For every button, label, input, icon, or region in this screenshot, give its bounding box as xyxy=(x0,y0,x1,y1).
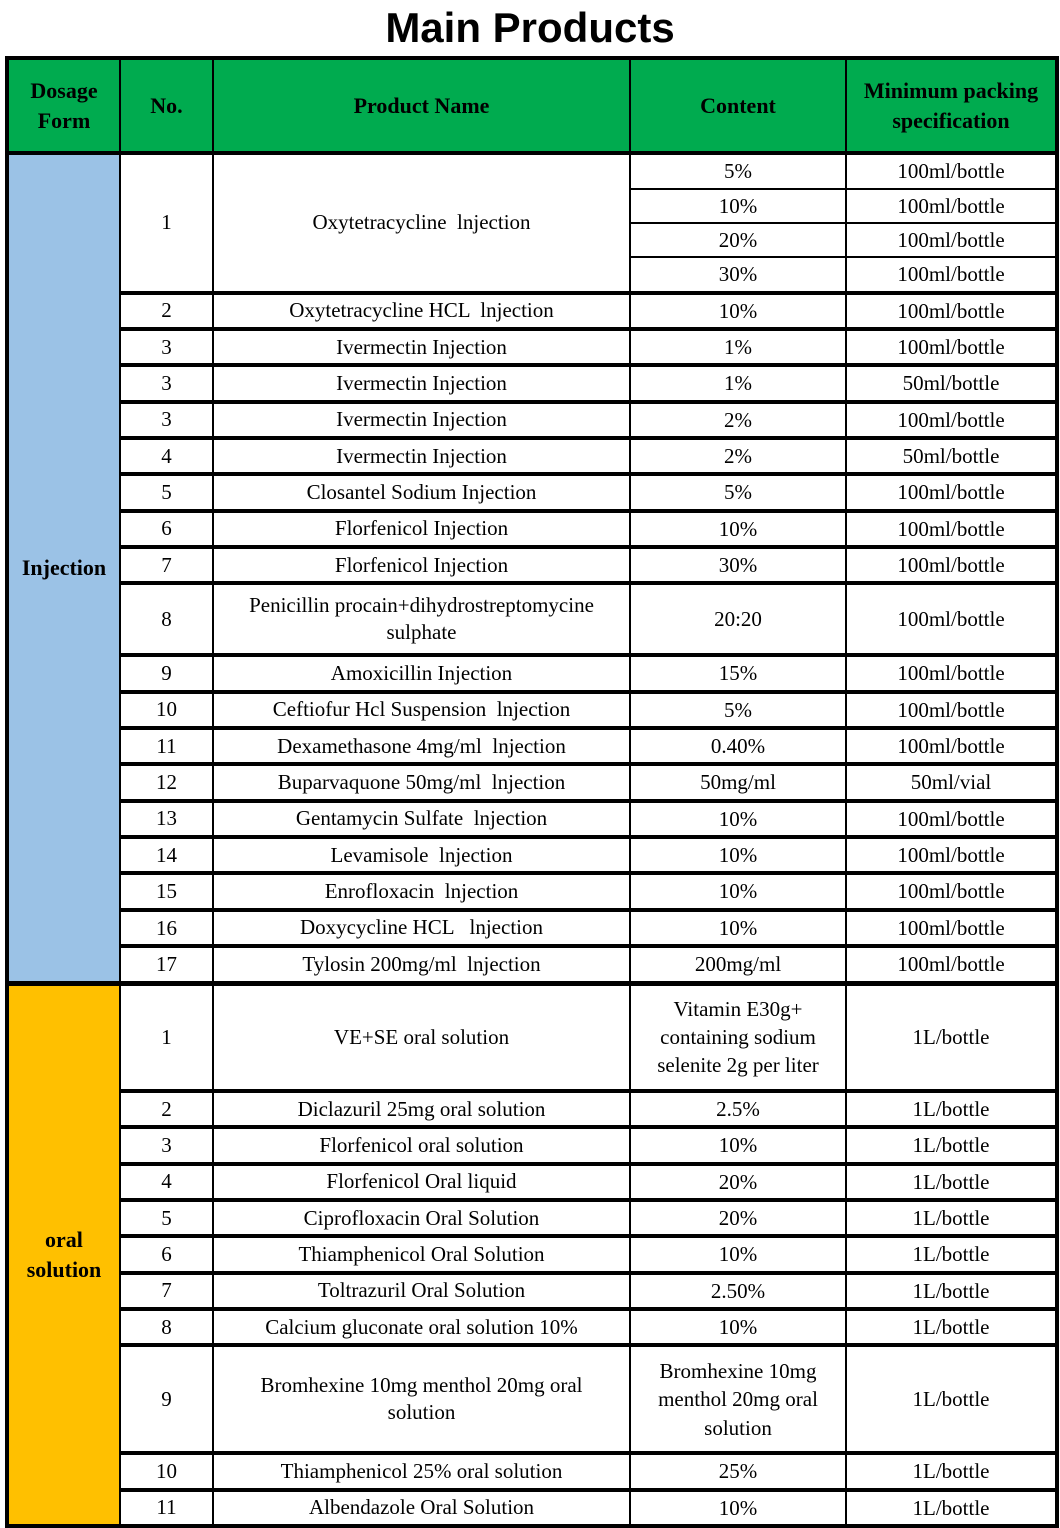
product-name-cell: Albendazole Oral Solution xyxy=(213,1490,630,1526)
table-row xyxy=(7,692,1057,728)
table-row xyxy=(7,983,1057,1091)
header-cell-content: Content xyxy=(630,58,846,153)
products-table xyxy=(5,56,1059,1528)
packing-cell: 50ml/bottle xyxy=(846,438,1057,474)
header-row xyxy=(7,58,1057,153)
content-cell: 2.50% xyxy=(630,1273,846,1309)
packing-cell: 100ml/bottle xyxy=(846,910,1057,946)
content-cell: 20:20 xyxy=(630,583,846,655)
product-no-cell: 7 xyxy=(120,1273,213,1309)
product-no-cell: 2 xyxy=(120,293,213,329)
product-no-cell: 6 xyxy=(120,511,213,547)
product-no-cell: 14 xyxy=(120,837,213,873)
packing-cell: 100ml/bottle xyxy=(846,153,1057,188)
product-name-cell: Thiamphenicol Oral Solution xyxy=(213,1236,630,1272)
table-row xyxy=(7,801,1057,837)
product-name-cell: Ivermectin Injection xyxy=(213,402,630,438)
product-no-cell: 15 xyxy=(120,873,213,909)
table-row xyxy=(7,511,1057,547)
content-cell: 30% xyxy=(630,547,846,583)
packing-cell: 1L/bottle xyxy=(846,1490,1057,1526)
product-name-cell: VE+SE oral solution xyxy=(213,983,630,1091)
packing-cell: 100ml/bottle xyxy=(846,223,1057,257)
content-cell: Vitamin E30g+ containing sodium selenite 2g per liter xyxy=(630,983,846,1091)
product-no-cell: 11 xyxy=(120,728,213,764)
content-cell: 5% xyxy=(630,692,846,728)
packing-cell: 1L/bottle xyxy=(846,1200,1057,1236)
products-table-body xyxy=(7,153,1057,1526)
product-name-cell: Thiamphenicol 25% oral solution xyxy=(213,1453,630,1489)
table-row xyxy=(7,438,1057,474)
product-name-cell: Enrofloxacin lnjection xyxy=(213,873,630,909)
packing-cell: 100ml/bottle xyxy=(846,511,1057,547)
product-name-cell: Florfenicol Oral liquid xyxy=(213,1164,630,1200)
product-name-cell: Oxytetracycline HCL lnjection xyxy=(213,293,630,329)
content-cell: 10% xyxy=(630,1236,846,1272)
product-name-cell: Toltrazuril Oral Solution xyxy=(213,1273,630,1309)
table-row xyxy=(7,1345,1057,1453)
content-cell: Bromhexine 10mg menthol 20mg oral solution xyxy=(630,1345,846,1453)
packing-cell: 1L/bottle xyxy=(846,1127,1057,1163)
packing-cell: 1L/bottle xyxy=(846,1273,1057,1309)
packing-cell: 1L/bottle xyxy=(846,1164,1057,1200)
packing-cell: 100ml/bottle xyxy=(846,293,1057,329)
content-cell: 200mg/ml xyxy=(630,946,846,983)
header-cell-no: No. xyxy=(120,58,213,153)
content-cell: 10% xyxy=(630,837,846,873)
product-name-cell: Florfenicol oral solution xyxy=(213,1127,630,1163)
content-cell: 1% xyxy=(630,365,846,401)
packing-cell: 1L/bottle xyxy=(846,1345,1057,1453)
product-name-cell: Amoxicillin Injection xyxy=(213,655,630,691)
content-cell: 20% xyxy=(630,1200,846,1236)
packing-cell: 1L/bottle xyxy=(846,1091,1057,1127)
product-no-cell: 3 xyxy=(120,1127,213,1163)
packing-cell: 100ml/bottle xyxy=(846,837,1057,873)
content-cell: 50mg/ml xyxy=(630,764,846,800)
product-no-cell: 1 xyxy=(120,153,213,292)
packing-cell: 100ml/bottle xyxy=(846,189,1057,223)
packing-cell: 100ml/bottle xyxy=(846,801,1057,837)
packing-cell: 100ml/bottle xyxy=(846,474,1057,510)
content-cell: 10% xyxy=(630,189,846,223)
content-cell: 2.5% xyxy=(630,1091,846,1127)
table-row xyxy=(7,547,1057,583)
packing-cell: 1L/bottle xyxy=(846,1309,1057,1345)
table-row xyxy=(7,1091,1057,1127)
packing-cell: 100ml/bottle xyxy=(846,257,1057,292)
product-name-cell: Penicillin procain+dihydrostreptomycine sulphate xyxy=(213,583,630,655)
dosage-form-cell: Injection xyxy=(7,153,120,983)
table-row xyxy=(7,474,1057,510)
table-row xyxy=(7,946,1057,983)
content-cell: 10% xyxy=(630,511,846,547)
table-row xyxy=(7,583,1057,655)
product-no-cell: 3 xyxy=(120,402,213,438)
product-no-cell: 3 xyxy=(120,365,213,401)
packing-cell: 100ml/bottle xyxy=(846,329,1057,365)
product-no-cell: 7 xyxy=(120,547,213,583)
content-cell: 10% xyxy=(630,873,846,909)
header-cell-product-name: Product Name xyxy=(213,58,630,153)
product-name-cell: Levamisole lnjection xyxy=(213,837,630,873)
product-name-cell: Buparvaquone 50mg/ml lnjection xyxy=(213,764,630,800)
packing-cell: 100ml/bottle xyxy=(846,873,1057,909)
content-cell: 10% xyxy=(630,1127,846,1163)
product-name-cell: Closantel Sodium Injection xyxy=(213,474,630,510)
product-no-cell: 3 xyxy=(120,329,213,365)
content-cell: 30% xyxy=(630,257,846,292)
content-cell: 20% xyxy=(630,1164,846,1200)
product-name-cell: Ivermectin Injection xyxy=(213,438,630,474)
packing-cell: 100ml/bottle xyxy=(846,728,1057,764)
packing-cell: 100ml/bottle xyxy=(846,946,1057,983)
packing-cell: 100ml/bottle xyxy=(846,692,1057,728)
product-name-cell: Doxycycline HCL lnjection xyxy=(213,910,630,946)
product-no-cell: 9 xyxy=(120,1345,213,1453)
product-name-cell: Tylosin 200mg/ml lnjection xyxy=(213,946,630,983)
content-cell: 2% xyxy=(630,438,846,474)
product-name-cell: Oxytetracycline lnjection xyxy=(213,153,630,292)
page-title: Main Products xyxy=(385,4,675,51)
packing-cell: 100ml/bottle xyxy=(846,402,1057,438)
content-cell: 10% xyxy=(630,801,846,837)
table-row xyxy=(7,1273,1057,1309)
product-no-cell: 5 xyxy=(120,474,213,510)
product-no-cell: 2 xyxy=(120,1091,213,1127)
dosage-form-cell: oral solution xyxy=(7,983,120,1526)
table-row xyxy=(7,873,1057,909)
product-name-cell: Florfenicol Injection xyxy=(213,547,630,583)
packing-cell: 50ml/bottle xyxy=(846,365,1057,401)
table-row xyxy=(7,764,1057,800)
products-table-header xyxy=(7,58,1057,153)
product-no-cell: 10 xyxy=(120,1453,213,1489)
header-cell-dosage-form: Dosage Form xyxy=(7,58,120,153)
product-name-cell: Ceftiofur Hcl Suspension lnjection xyxy=(213,692,630,728)
product-no-cell: 8 xyxy=(120,1309,213,1345)
table-row xyxy=(7,365,1057,401)
product-no-cell: 4 xyxy=(120,438,213,474)
table-row xyxy=(7,1309,1057,1345)
packing-cell: 1L/bottle xyxy=(846,1236,1057,1272)
content-cell: 25% xyxy=(630,1453,846,1489)
product-no-cell: 8 xyxy=(120,583,213,655)
content-cell: 5% xyxy=(630,153,846,188)
content-cell: 10% xyxy=(630,910,846,946)
table-row xyxy=(7,910,1057,946)
packing-cell: 100ml/bottle xyxy=(846,547,1057,583)
content-cell: 1% xyxy=(630,329,846,365)
packing-cell: 1L/bottle xyxy=(846,983,1057,1091)
product-name-cell: Ivermectin Injection xyxy=(213,329,630,365)
product-no-cell: 11 xyxy=(120,1490,213,1526)
table-row xyxy=(7,1127,1057,1163)
packing-cell: 1L/bottle xyxy=(846,1453,1057,1489)
table-row xyxy=(7,402,1057,438)
content-cell: 0.40% xyxy=(630,728,846,764)
product-no-cell: 17 xyxy=(120,946,213,983)
product-no-cell: 6 xyxy=(120,1236,213,1272)
packing-cell: 100ml/bottle xyxy=(846,583,1057,655)
table-row xyxy=(7,1236,1057,1272)
table-row xyxy=(7,1164,1057,1200)
table-row xyxy=(7,329,1057,365)
table-row xyxy=(7,293,1057,329)
table-row xyxy=(7,837,1057,873)
table-row xyxy=(7,655,1057,691)
product-no-cell: 1 xyxy=(120,983,213,1091)
packing-cell: 50ml/vial xyxy=(846,764,1057,800)
product-no-cell: 4 xyxy=(120,1164,213,1200)
product-name-cell: Ciprofloxacin Oral Solution xyxy=(213,1200,630,1236)
table-row xyxy=(7,1453,1057,1489)
product-name-cell: Florfenicol Injection xyxy=(213,511,630,547)
table-row xyxy=(7,153,1057,188)
header-cell-packing: Minimum packing specification xyxy=(846,58,1057,153)
content-cell: 10% xyxy=(630,1490,846,1526)
product-name-cell: Bromhexine 10mg menthol 20mg oral solution xyxy=(213,1345,630,1453)
product-name-cell: Diclazuril 25mg oral solution xyxy=(213,1091,630,1127)
content-cell: 5% xyxy=(630,474,846,510)
product-no-cell: 13 xyxy=(120,801,213,837)
product-no-cell: 10 xyxy=(120,692,213,728)
packing-cell: 100ml/bottle xyxy=(846,655,1057,691)
content-cell: 10% xyxy=(630,293,846,329)
content-cell: 20% xyxy=(630,223,846,257)
product-name-cell: Ivermectin Injection xyxy=(213,365,630,401)
table-row xyxy=(7,1490,1057,1526)
product-no-cell: 16 xyxy=(120,910,213,946)
table-row xyxy=(7,728,1057,764)
product-name-cell: Gentamycin Sulfate lnjection xyxy=(213,801,630,837)
product-no-cell: 5 xyxy=(120,1200,213,1236)
product-name-cell: Calcium gluconate oral solution 10% xyxy=(213,1309,630,1345)
content-cell: 15% xyxy=(630,655,846,691)
product-no-cell: 9 xyxy=(120,655,213,691)
product-name-cell: Dexamethasone 4mg/ml lnjection xyxy=(213,728,630,764)
content-cell: 10% xyxy=(630,1309,846,1345)
product-no-cell: 12 xyxy=(120,764,213,800)
table-row xyxy=(7,1200,1057,1236)
content-cell: 2% xyxy=(630,402,846,438)
